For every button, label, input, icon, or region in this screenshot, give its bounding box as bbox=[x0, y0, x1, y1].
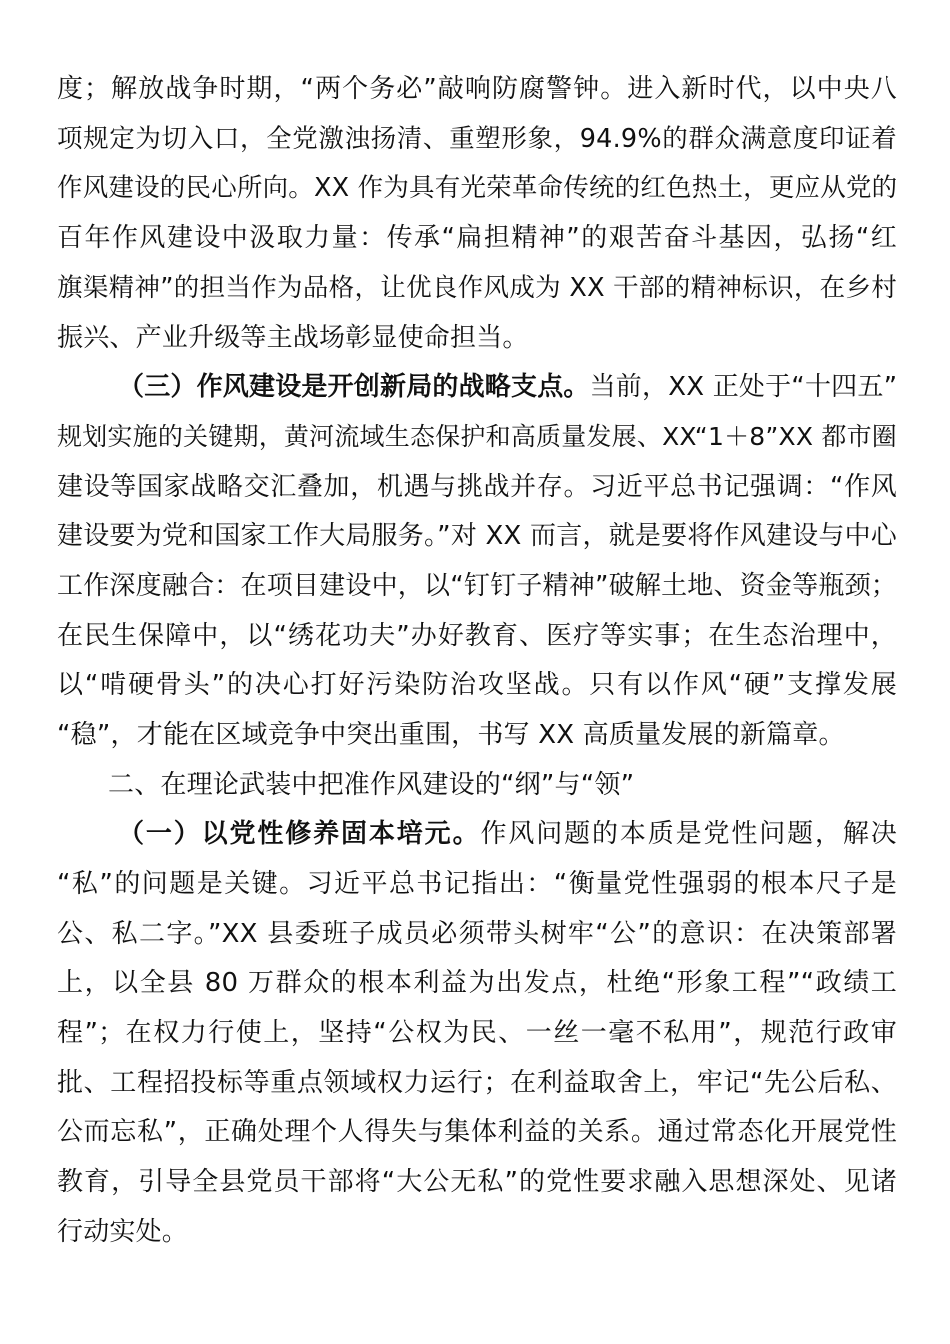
paragraph-3-line: “私”的问题是关键。习近平总书记指出：“衡量党性强弱的根本尺子是 bbox=[57, 869, 897, 899]
paragraph-3-line: 程”；在权力行使上，坚持“公权为民、一丝一毫不私用”，规范行政审 bbox=[57, 1018, 897, 1048]
paragraph-3-line: 上，以全县 80 万群众的根本利益为出发点，杜绝“形象工程”“政绩工 bbox=[57, 968, 897, 998]
paragraph-1-line: 作风建设的民心所向。XX 作为具有光荣革命传统的红色热土，更应从党的 bbox=[57, 173, 897, 203]
paragraph-1-line: 振兴、产业升级等主战场彰显使命担当。 bbox=[57, 323, 529, 353]
paragraph-2-heading: （三）作风建设是开创新局的战略支点。 bbox=[118, 372, 590, 402]
paragraph-3-line: 批、工程招投标等重点领域权力运行；在利益取舍上，牢记“先公后私、 bbox=[57, 1068, 897, 1098]
paragraph-3-line: 行动实处。 bbox=[57, 1217, 189, 1247]
paragraph-3-line: 教育，引导全县党员干部将“大公无私”的党性要求融入思想深处、见诸 bbox=[57, 1167, 897, 1197]
paragraph-2-line: “稳”，才能在区域竞争中突出重围，书写 XX 高质量发展的新篇章。 bbox=[57, 720, 845, 750]
paragraph-2-first-line-text: 当前，XX 正处于“十四五” bbox=[589, 372, 897, 402]
paragraph-1-line: 项规定为切入口，全党激浊扬清、重塑形象，94.9%的群众满意度印证着 bbox=[57, 124, 897, 154]
paragraph-2-line: 在民生保障中，以“绣花功夫”办好教育、医疗等实事；在生态治理中， bbox=[57, 621, 897, 651]
paragraph-2-first-line bbox=[118, 362, 897, 412]
paragraph-2-line: 建设等国家战略交汇叠加，机遇与挑战并存。习近平总书记强调：“作风 bbox=[57, 472, 897, 502]
paragraph-2-line: 以“啃硬骨头”的决心打好污染防治攻坚战。只有以作风“硬”支撑发展 bbox=[57, 670, 897, 700]
paragraph-2-line: 工作深度融合：在项目建设中，以“钉钉子精神”破解土地、资金等瓶颈； bbox=[57, 571, 897, 601]
paragraph-3-heading: （一）以党性修养固本培元。 bbox=[118, 819, 481, 849]
paragraph-1-line: 旗渠精神”的担当作为品格，让优良作风成为 XX 干部的精神标识，在乡村 bbox=[57, 273, 897, 303]
paragraph-3-line: 公而忘私”，正确处理个人得失与集体利益的关系。通过常态化开展党性 bbox=[57, 1117, 897, 1147]
paragraph-2-line: 建设要为党和国家工作大局服务。”对 XX 而言，就是要将作风建设与中心 bbox=[57, 521, 897, 551]
section-2-title: 二、在理论武装中把准作风建设的“纲”与“领” bbox=[108, 770, 635, 800]
paragraph-3-first-line bbox=[118, 809, 897, 859]
paragraph-3-line: 公、私二字。”XX 县委班子成员必须带头树牢“公”的意识：在决策部署 bbox=[57, 919, 897, 949]
paragraph-1-line: 度；解放战争时期，“两个务必”敲响防腐警钟。进入新时代，以中央八 bbox=[57, 74, 897, 104]
paragraph-3-first-line-text: 作风问题的本质是党性问题，解决 bbox=[480, 819, 897, 849]
paragraph-1-line: 百年作风建设中汲取力量：传承“扁担精神”的艰苦奋斗基因，弘扬“红 bbox=[57, 223, 897, 253]
paragraph-2-line: 规划实施的关键期，黄河流域生态保护和高质量发展、XX“1＋8”XX 都市圈 bbox=[57, 422, 897, 451]
